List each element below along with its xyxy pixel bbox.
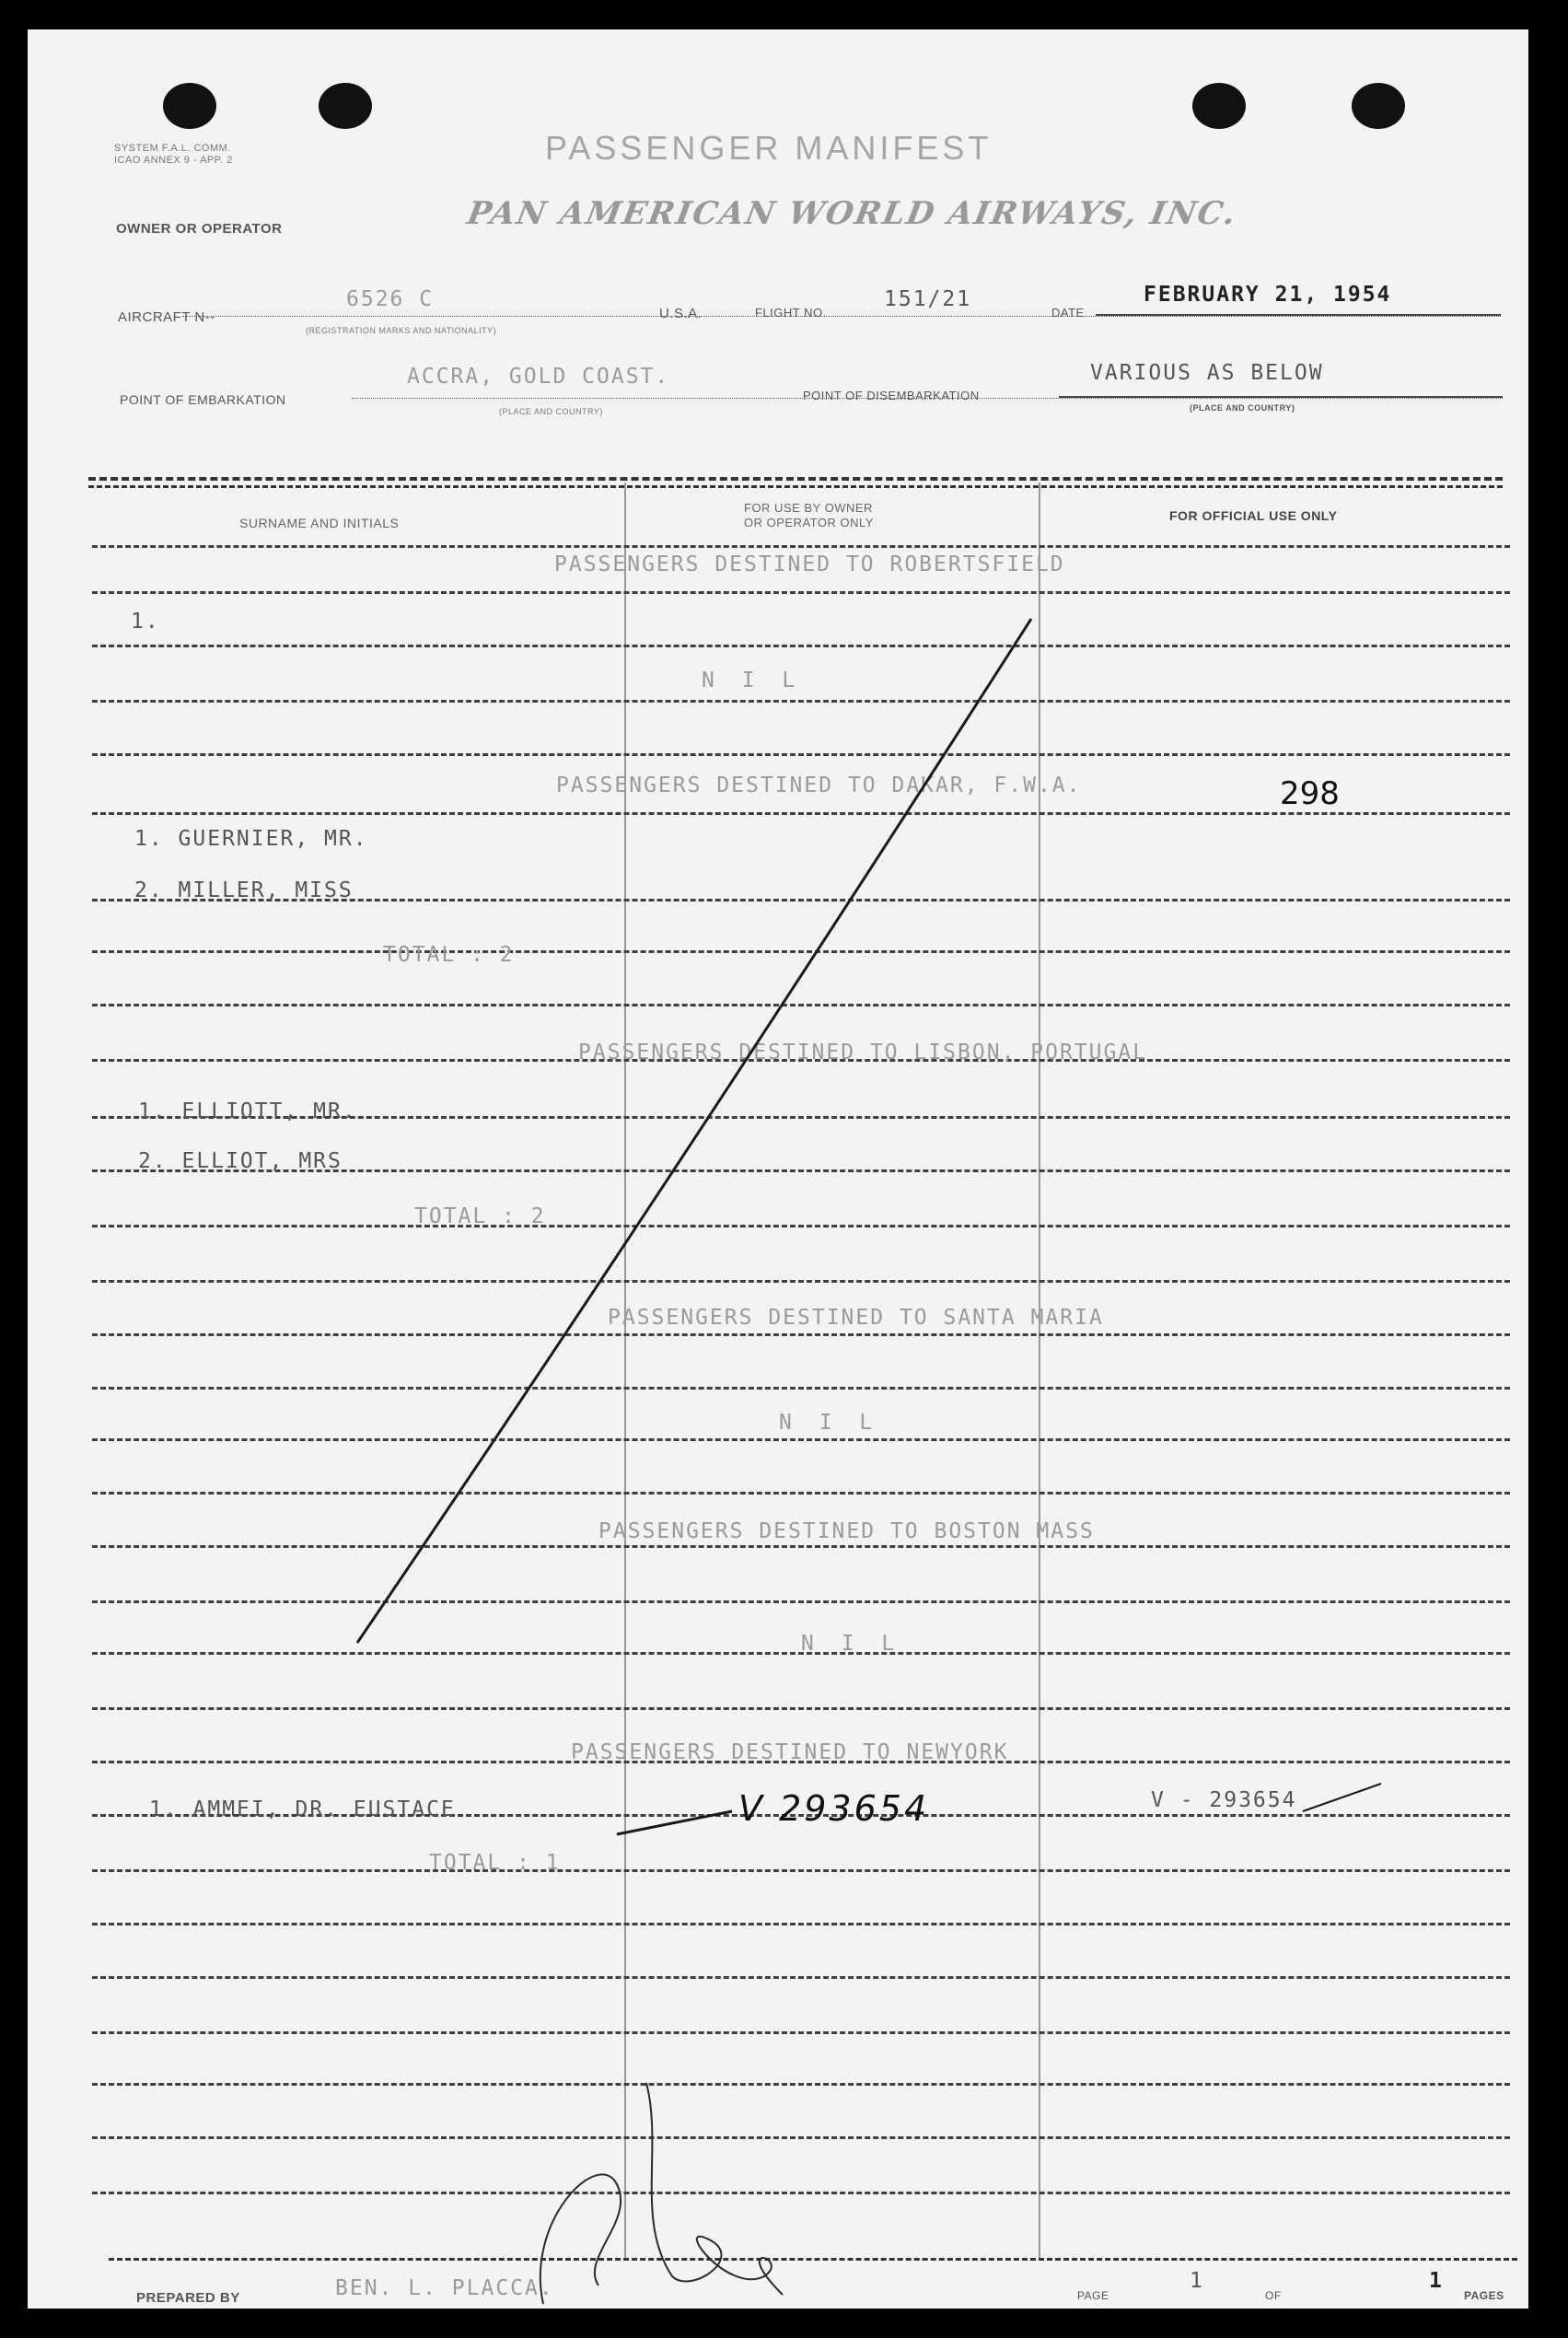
owner-label: OWNER OR OPERATOR [116, 221, 283, 237]
page-number: 1 [1190, 2269, 1204, 2293]
section-heading-lisbon: PASSENGERS DESTINED TO LISBON, PORTUGAL [578, 1041, 1148, 1064]
prepared-value: BEN. L. PLACCA. [335, 2276, 554, 2300]
aircraft-sublabel: (REGISTRATION MARKS AND NATIONALITY) [306, 326, 497, 335]
of-label: OF [1265, 2289, 1282, 2302]
total-label: TOTAL : 2 [414, 1204, 546, 1228]
disembark-value: VARIOUS AS BELOW [1090, 361, 1324, 385]
section-heading-santa-maria: PASSENGERS DESTINED TO SANTA MARIA [608, 1306, 1104, 1330]
disembark-sublabel: (PLACE AND COUNTRY) [1190, 403, 1295, 413]
aircraft-label: AIRCRAFT N-- [118, 309, 215, 325]
handwritten-ticket-number: V 293654 [738, 1788, 930, 1829]
nil-label: N I L [702, 669, 803, 692]
date-label: DATE [1051, 306, 1085, 320]
signature [540, 2083, 783, 2304]
prepared-label: PREPARED BY [136, 2290, 240, 2306]
regulation-line-2: ICAO ANNEX 9 - APP. 2 [114, 155, 233, 166]
aircraft-value: 6526 C [346, 287, 435, 311]
section-heading-newyork: PASSENGERS DESTINED TO NEWYORK [571, 1740, 1009, 1764]
passenger-row: 2. MILLER, MISS [134, 878, 354, 902]
flight-value: 151/21 [884, 287, 972, 311]
nil-label: N I L [801, 1632, 902, 1656]
page-count: 1 [1429, 2269, 1444, 2293]
official-note-newyork: V - 293654 [1151, 1788, 1297, 1812]
embark-value: ACCRA, GOLD COAST. [407, 365, 670, 389]
total-label: TOTAL : 2 [383, 943, 515, 967]
page-title: PASSENGER MANIFEST [545, 129, 993, 167]
ticket-underline-stroke [617, 1811, 732, 1834]
regulation-line-1: SYSTEM F.A.L. COMM. [114, 143, 231, 154]
embark-label: POINT OF EMBARKATION [120, 392, 286, 407]
passenger-row: 1. GUERNIER, MR. [134, 827, 368, 851]
disembark-label: POINT OF DISEMBARKATION [803, 389, 980, 402]
col-header-owner-use-2: OR OPERATOR ONLY [744, 516, 874, 529]
section-heading-robertsfield: PASSENGERS DESTINED TO ROBERTSFIELD [554, 553, 1065, 576]
diagonal-strike-line [357, 619, 1031, 1643]
flight-label: FLIGHT NO. [755, 306, 827, 320]
date-value: FEBRUARY 21, 1954 [1144, 283, 1392, 307]
manifest-page [28, 29, 1528, 2309]
official-note-stroke [1303, 1784, 1381, 1811]
total-label: TOTAL : 1 [429, 1851, 561, 1875]
col-header-official-use: FOR OFFICIAL USE ONLY [1169, 508, 1338, 523]
usa-label: U.S.A. [659, 306, 703, 321]
section-heading-boston: PASSENGERS DESTINED TO BOSTON MASS [598, 1519, 1095, 1543]
col-header-surname: SURNAME AND INITIALS [239, 516, 400, 530]
nil-label: N I L [779, 1411, 880, 1435]
embark-sublabel: (PLACE AND COUNTRY) [499, 407, 603, 416]
col-header-owner-use-1: FOR USE BY OWNER [744, 501, 873, 515]
passenger-row: 1. [131, 610, 160, 634]
passenger-row: 1. AMMEI, DR. EUSTACE [149, 1797, 456, 1821]
page-label: PAGE [1077, 2289, 1109, 2302]
pen-marks [28, 29, 1528, 2309]
passenger-row: 2. ELLIOT, MRS [138, 1149, 343, 1173]
passenger-row: 1. ELLIOTT, MR. [138, 1099, 357, 1123]
official-note-dakar: 298 [1280, 775, 1340, 812]
section-heading-dakar: PASSENGERS DESTINED TO DAKAR, F.W.A. [556, 774, 1082, 797]
pages-label: PAGES [1464, 2289, 1504, 2302]
operator-name: PAN AMERICAN WORLD AIRWAYS, INC. [464, 195, 1240, 232]
